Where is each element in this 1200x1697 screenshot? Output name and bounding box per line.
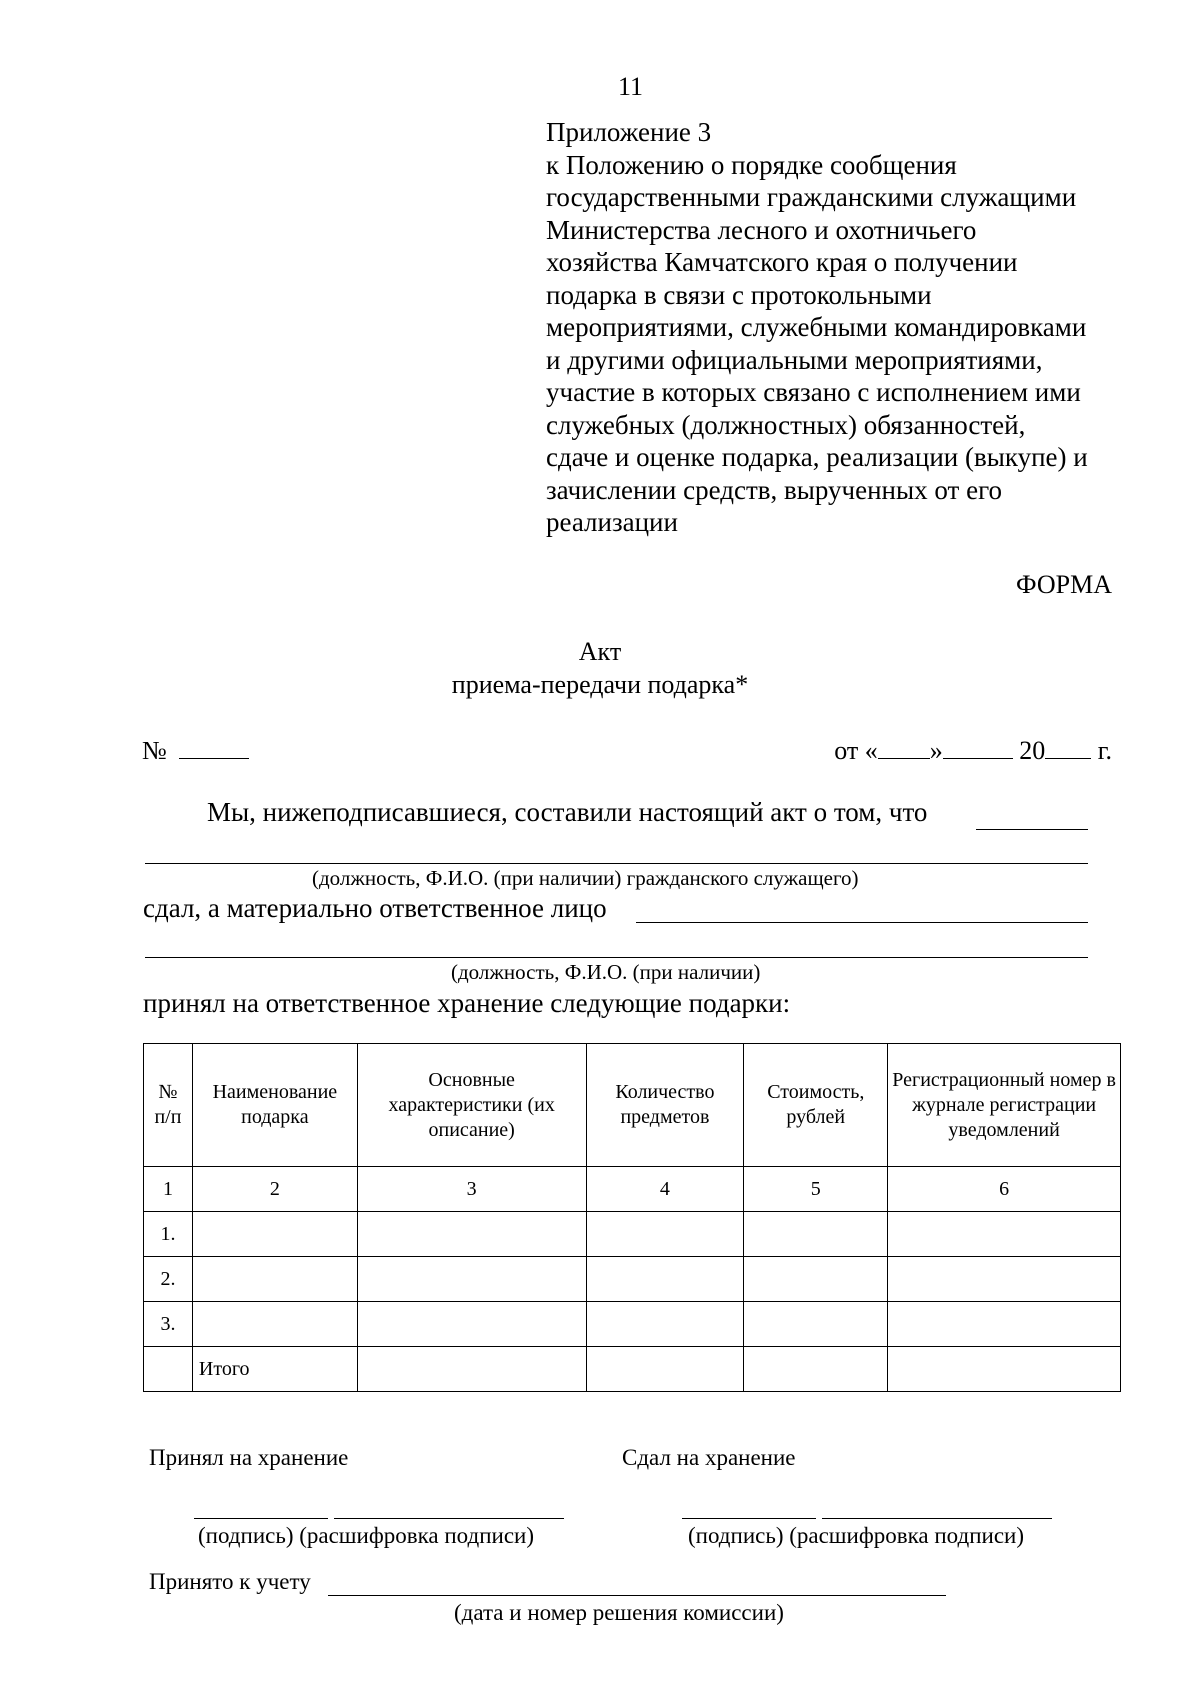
column-number: 4 <box>586 1167 744 1212</box>
column-header: Количество предметов <box>586 1044 744 1167</box>
handed-text: сдал, а материально ответственное лицо <box>143 893 607 923</box>
page-number: 11 <box>618 72 644 101</box>
gift-registration-cell[interactable] <box>888 1212 1121 1257</box>
row-number: 3. <box>144 1302 193 1347</box>
appendix-line: служебных (должностных) обязанностей, <box>546 409 1026 440</box>
table-row <box>144 1257 1121 1302</box>
column-header: № п/п <box>144 1044 193 1167</box>
day-field[interactable] <box>878 734 930 759</box>
column-header: Наименование подарка <box>192 1044 357 1167</box>
accepter-name-field[interactable] <box>334 1518 564 1519</box>
gift-quantity-cell[interactable] <box>586 1212 744 1257</box>
commission-decision-hint: (дата и номер решения комиссии) <box>454 1600 784 1625</box>
accepted-for-storage-label: Принял на хранение <box>149 1445 349 1470</box>
column-number: 1 <box>144 1167 193 1212</box>
appendix-line: и другими официальными мероприятиями, <box>546 344 1043 375</box>
column-header: Основные характеристики (их описание) <box>357 1044 586 1167</box>
intro-text: Мы, нижеподписавшиеся, составили настоящий акт о том, что <box>207 797 928 827</box>
appendix-line: государственными гражданскими служащими <box>546 182 1077 212</box>
appendix-line: сдаче и оценке подарка, реализации (выкупе) и <box>546 442 1088 472</box>
column-number: 3 <box>357 1167 586 1212</box>
gifts-table <box>143 1043 1121 1392</box>
appendix-reference <box>546 116 1146 539</box>
gift-quantity-cell[interactable] <box>586 1257 744 1302</box>
column-number: 2 <box>192 1167 357 1212</box>
appendix-line: подарка в связи с протокольными <box>546 279 932 310</box>
act-title: Акт <box>578 637 622 666</box>
row-number: 1. <box>144 1212 193 1257</box>
total-quantity-cell[interactable] <box>586 1347 744 1392</box>
handing-signature-hint: (подпись) (расшифровка подписи) <box>688 1523 1025 1548</box>
total-cost-cell[interactable] <box>744 1347 888 1392</box>
handing-signature-field[interactable] <box>682 1518 816 1519</box>
accounting-label: Принято к учету <box>149 1569 311 1594</box>
appendix-line: зачислении средств, вырученных от его <box>546 474 1002 505</box>
appendix-line: участие в которых связано с исполнением ими <box>546 377 1081 407</box>
gift-cost-cell[interactable] <box>744 1257 888 1302</box>
responsible-person-hint: (должность, Ф.И.О. (при наличии) <box>451 960 761 984</box>
gift-cost-cell[interactable] <box>744 1302 888 1347</box>
month-field[interactable] <box>943 734 1013 759</box>
appendix-line: хозяйства Камчатского края о получении <box>546 247 1018 277</box>
appendix-line: Министерства лесного и охотничьего <box>546 214 977 245</box>
gift-registration-cell[interactable] <box>888 1257 1121 1302</box>
commission-decision-field[interactable] <box>328 1595 946 1596</box>
handing-name-field[interactable] <box>822 1518 1052 1519</box>
act-subtitle: приема-передачи подарка* <box>451 670 749 699</box>
table-row <box>144 1212 1121 1257</box>
total-registration-cell[interactable] <box>888 1347 1121 1392</box>
row-number: 2. <box>144 1257 193 1302</box>
appendix-line: мероприятиями, служебными командировками <box>546 312 1087 342</box>
gift-quantity-cell[interactable] <box>586 1302 744 1347</box>
column-header: Регистрационный номер в журнале регистрации уведомлений <box>888 1044 1121 1167</box>
gift-name-cell[interactable] <box>192 1257 357 1302</box>
year-field[interactable] <box>1045 734 1091 759</box>
servant-field-hint: (должность, Ф.И.О. (при наличии) гражданского служащего) <box>312 866 859 890</box>
column-number: 5 <box>744 1167 888 1212</box>
act-date <box>834 734 1112 766</box>
column-number: 6 <box>888 1167 1121 1212</box>
year-prefix: 20 <box>1019 736 1046 765</box>
responsible-person-field-start[interactable] <box>636 922 1088 923</box>
act-number <box>142 734 249 766</box>
gift-cost-cell[interactable] <box>744 1212 888 1257</box>
gift-registration-cell[interactable] <box>888 1302 1121 1347</box>
act-number-field[interactable] <box>179 734 249 759</box>
total-row-number-cell <box>144 1347 193 1392</box>
column-number-row <box>144 1167 1121 1212</box>
gift-description-cell[interactable] <box>357 1257 586 1302</box>
appendix-line: реализации <box>546 507 678 537</box>
gift-name-cell[interactable] <box>192 1302 357 1347</box>
form-label: ФОРМА <box>1016 570 1112 599</box>
date-from-label: от « <box>834 736 878 765</box>
accepter-signature-hint: (подпись) (расшифровка подписи) <box>198 1523 535 1548</box>
table-total-row <box>144 1347 1121 1392</box>
date-close-quote: » <box>929 736 943 765</box>
column-header: Стоимость, рублей <box>744 1044 888 1167</box>
table-header-row <box>144 1044 1121 1167</box>
servant-field[interactable] <box>145 863 1088 864</box>
total-description-cell[interactable] <box>357 1347 586 1392</box>
gift-name-cell[interactable] <box>192 1212 357 1257</box>
total-label: Итого <box>192 1347 357 1392</box>
handed-for-storage-label: Сдал на хранение <box>622 1445 796 1470</box>
appendix-line: Приложение 3 <box>546 117 712 147</box>
appendix-line: к Положению о порядке сообщения <box>546 149 957 180</box>
accepted-text: принял на ответственное хранение следующие подарки: <box>143 988 791 1018</box>
servant-field-start[interactable] <box>976 829 1088 830</box>
year-suffix: г. <box>1097 736 1112 765</box>
gift-description-cell[interactable] <box>357 1302 586 1347</box>
responsible-person-field[interactable] <box>145 957 1088 958</box>
number-sign: № <box>142 736 167 765</box>
accepter-signature-field[interactable] <box>194 1518 328 1519</box>
table-row <box>144 1302 1121 1347</box>
gift-description-cell[interactable] <box>357 1212 586 1257</box>
